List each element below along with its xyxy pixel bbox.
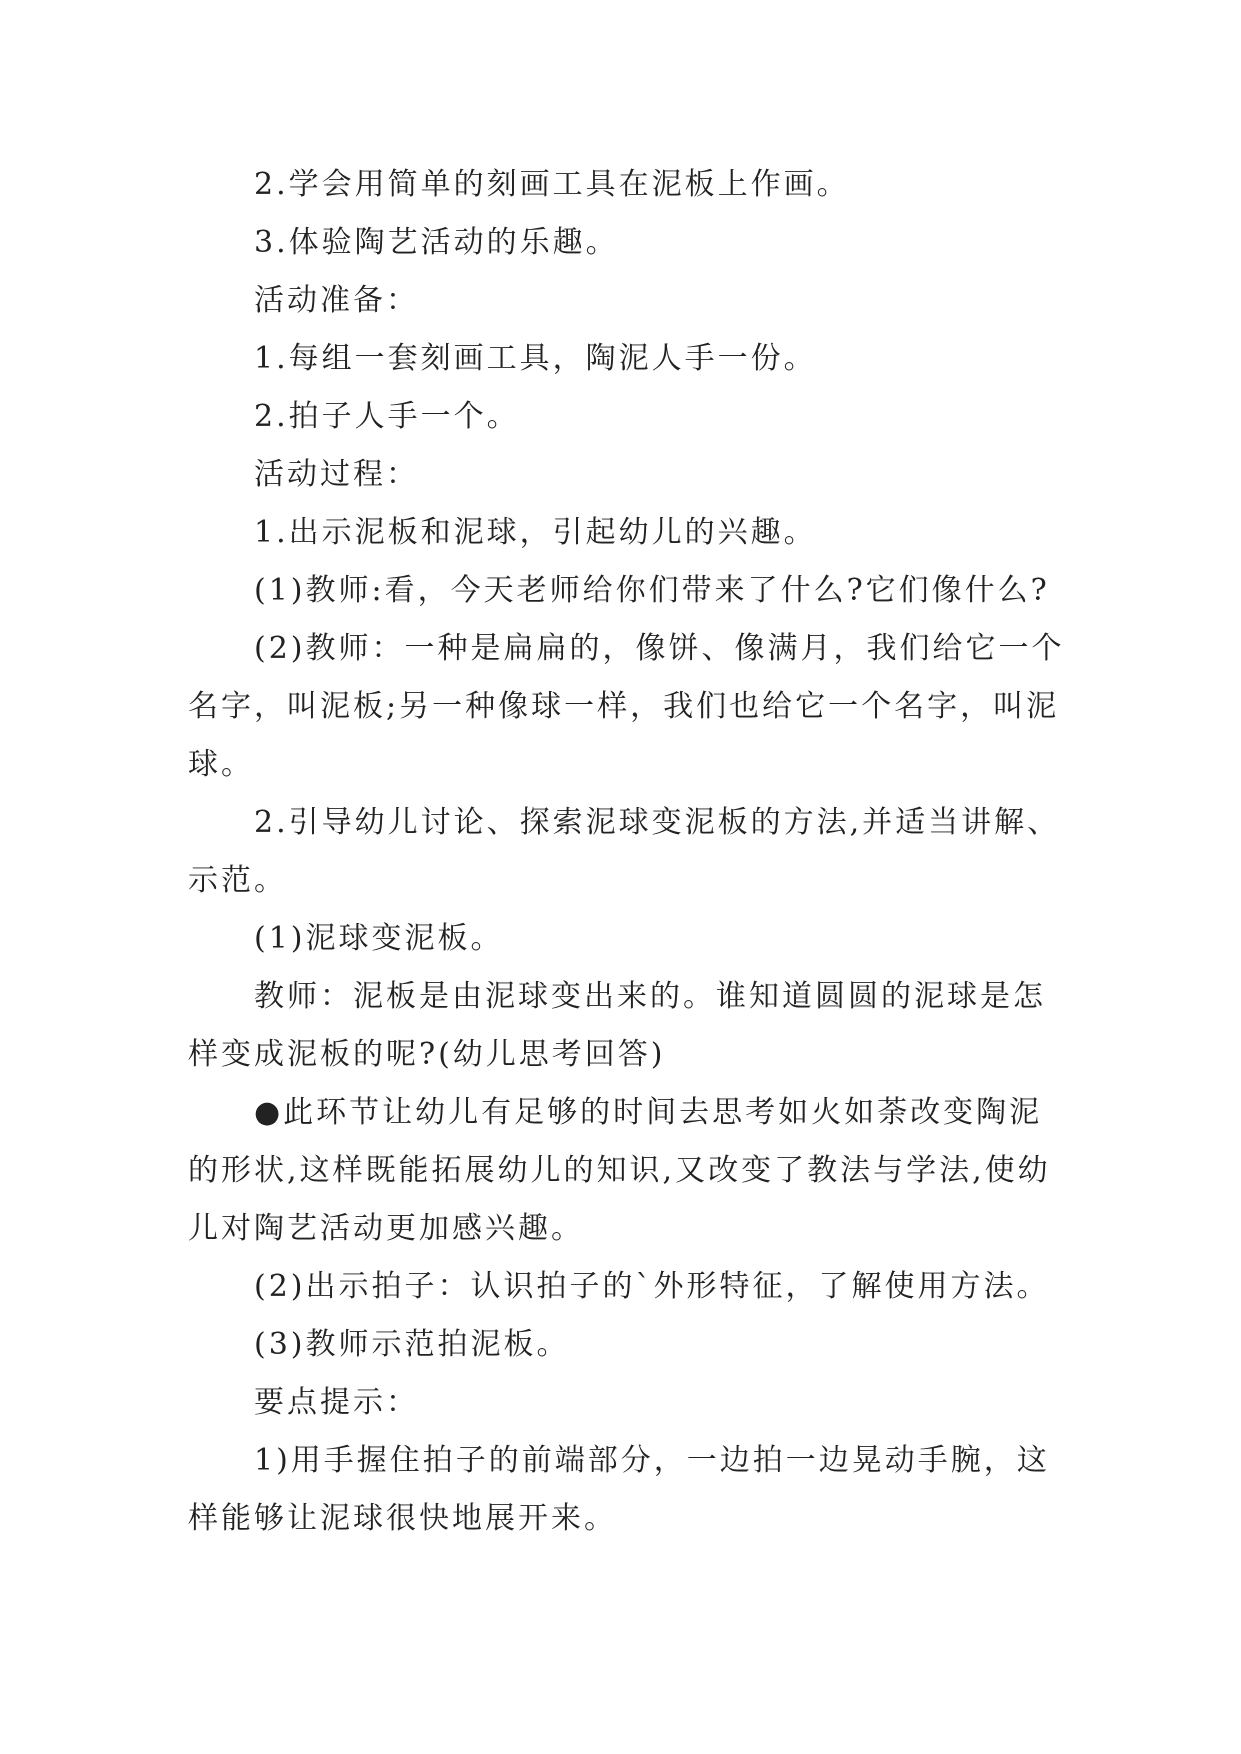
process-step-1-sub-1: (1)教师:看，今天老师给你们带来了什么?它们像什么? [254,573,1050,608]
teacher-question: 教师：泥板是由泥球变出来的。谁知道圆圆的泥球是怎样变成泥板的呢?(幼儿思考回答) [188,979,1046,1072]
process-step-1-sub-2: (2)教师：一种是扁扁的，像饼、像满月，我们给它一个名字，叫泥板;另一种像球一样，我们也给它一个名字，叫泥球。 [188,631,1065,782]
section-heading-process: 活动过程： [254,457,419,492]
process-step-2-sub-1: (1)泥球变泥板。 [254,921,504,956]
preparation-item-1: 1.每组一套刻画工具，陶泥人手一份。 [254,341,817,376]
process-step-2-sub-2: (2)出示拍子：认识拍子的`外形特征，了解使用方法。 [254,1269,1050,1304]
objective-3: 3.体验陶艺活动的乐趣。 [254,225,619,260]
section-heading-preparation: 活动准备： [254,283,419,318]
bullet-note: ●此环节让幼儿有足够的时间去思考如火如荼改变陶泥的形状,这样既能拓展幼儿的知识,又改变了教法与学法,使幼儿对陶艺活动更加感兴趣。 [188,1095,1051,1246]
process-step-2-sub-3: (3)教师示范拍泥板。 [254,1327,570,1362]
process-step-1: 1.出示泥板和泥球，引起幼儿的兴趣。 [254,515,817,550]
preparation-item-2: 2.拍子人手一个。 [254,399,520,434]
document-body [188,156,1068,1548]
objective-2: 2.学会用简单的刻画工具在泥板上作画。 [254,167,850,202]
key-point-1: 1)用手握住拍子的前端部分，一边拍一边晃动手腕，这样能够让泥球很快地展开来。 [188,1443,1050,1536]
section-heading-key-points: 要点提示： [254,1385,419,1420]
process-step-2: 2.引导幼儿讨论、探索泥球变泥板的方法,并适当讲解、示范。 [188,805,1061,898]
